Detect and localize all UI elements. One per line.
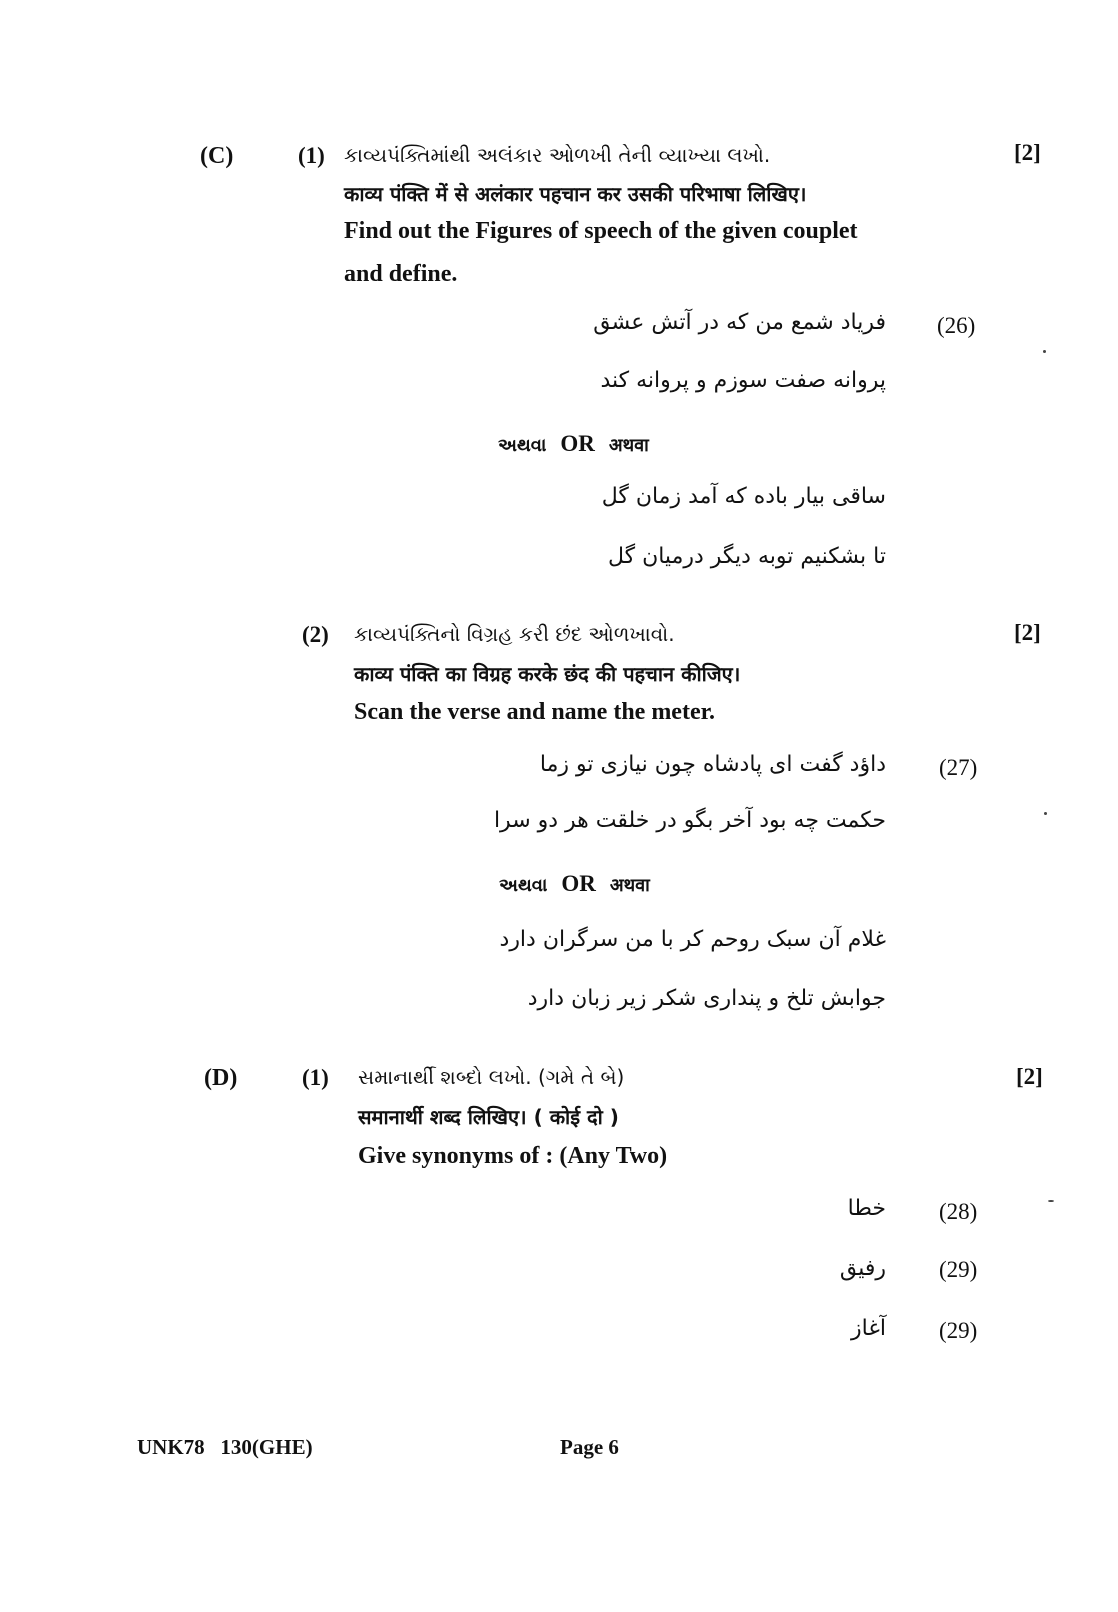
couplet-26a-line2: پروانه صفت سوزم و پروانه کند [600, 368, 886, 393]
section-c-label: (C) [200, 143, 234, 169]
item-number-28: (28) [939, 1199, 978, 1224]
or-hindi: अथवा [608, 435, 649, 456]
question-c1-marks: [2] [1014, 140, 1041, 165]
or-hindi: अथवा [609, 875, 650, 896]
question-c1-hindi: काव्य पंक्ति में से अलंकार पहचान कर उसकी परिभाषा लिखिए। [344, 182, 807, 206]
or-separator-c1 [498, 431, 649, 457]
question-c1-number: (1) [298, 143, 325, 168]
question-d1-hindi: समानार्थी शब्द लिखिए। ( कोई दो ) [358, 1105, 619, 1129]
item-number-27: (27) [939, 755, 978, 780]
couplet-27b-line2: جوابش تلخ و پنداری شکر زیر زبان دارد [527, 986, 886, 1011]
synonym-word: آغاز [851, 1316, 886, 1341]
question-d1-marks: [2] [1016, 1064, 1043, 1089]
item-number-26: (26) [937, 313, 976, 338]
question-d1-gujarati: સમાનાર્થી શબ્દો લખો. (ગમે તે બે) [358, 1065, 625, 1089]
question-d1-number: (1) [302, 1065, 329, 1090]
couplet-27b-line1: غلام آن سبک روحم کر با من سرگران دارد [499, 927, 886, 952]
or-english: OR [561, 871, 596, 896]
or-gujarati: અથવા [498, 435, 547, 456]
question-c2-english: Scan the verse and name the meter. [354, 699, 716, 725]
question-c2-marks: [2] [1014, 620, 1041, 645]
section-d-label: (D) [204, 1065, 238, 1091]
couplet-27a-line1: داؤد گفت ای پادشاه چون نیازی تو زما [539, 752, 886, 777]
question-c2-gujarati: કાવ્યપંક્તિનો વિગ્રહ કરી છંદ ઓળખાવો. [354, 622, 675, 646]
or-english: OR [560, 431, 595, 456]
question-c1-gujarati: કાવ્યપંક્તિમાંથી અલંકાર ઓળખી તેની વ્યાખ્યા લખો. [344, 143, 771, 167]
item-number-29b: (29) [939, 1318, 978, 1343]
or-gujarati: અથવા [499, 875, 548, 896]
question-c2-number: (2) [302, 622, 329, 647]
question-d1-english: Give synonyms of : (Any Two) [358, 1143, 668, 1169]
question-c2-hindi: काव्य पंक्ति का विग्रह करके छंद की पहचान कीजिए। [354, 662, 741, 686]
synonym-word: خطا [847, 1196, 886, 1221]
scan-speck [1043, 350, 1046, 353]
scan-speck [1044, 812, 1047, 815]
couplet-26b-line1: ساقی بیار باده که آمد زمان گل [601, 484, 886, 509]
footer-paper-code: UNK78 130(GHE) [137, 1435, 313, 1459]
couplet-26b-line2: تا بشکنیم توبه دیگر درمیان گل [607, 544, 886, 569]
couplet-26a-line1: فریاد شمع من که در آتش عشق [593, 310, 886, 335]
synonym-word: رفیق [839, 1256, 886, 1281]
question-c1-english-line2: and define. [344, 261, 458, 287]
footer-page-number: Page 6 [560, 1435, 619, 1459]
item-number-29: (29) [939, 1257, 978, 1282]
or-separator-c2 [499, 871, 650, 897]
scan-speck [1048, 1200, 1054, 1202]
question-c1-english-line1: Find out the Figures of speech of the given couplet [344, 218, 858, 244]
couplet-27a-line2: حکمت چه بود آخر بگو در خلقت هر دو سرا [493, 808, 886, 833]
